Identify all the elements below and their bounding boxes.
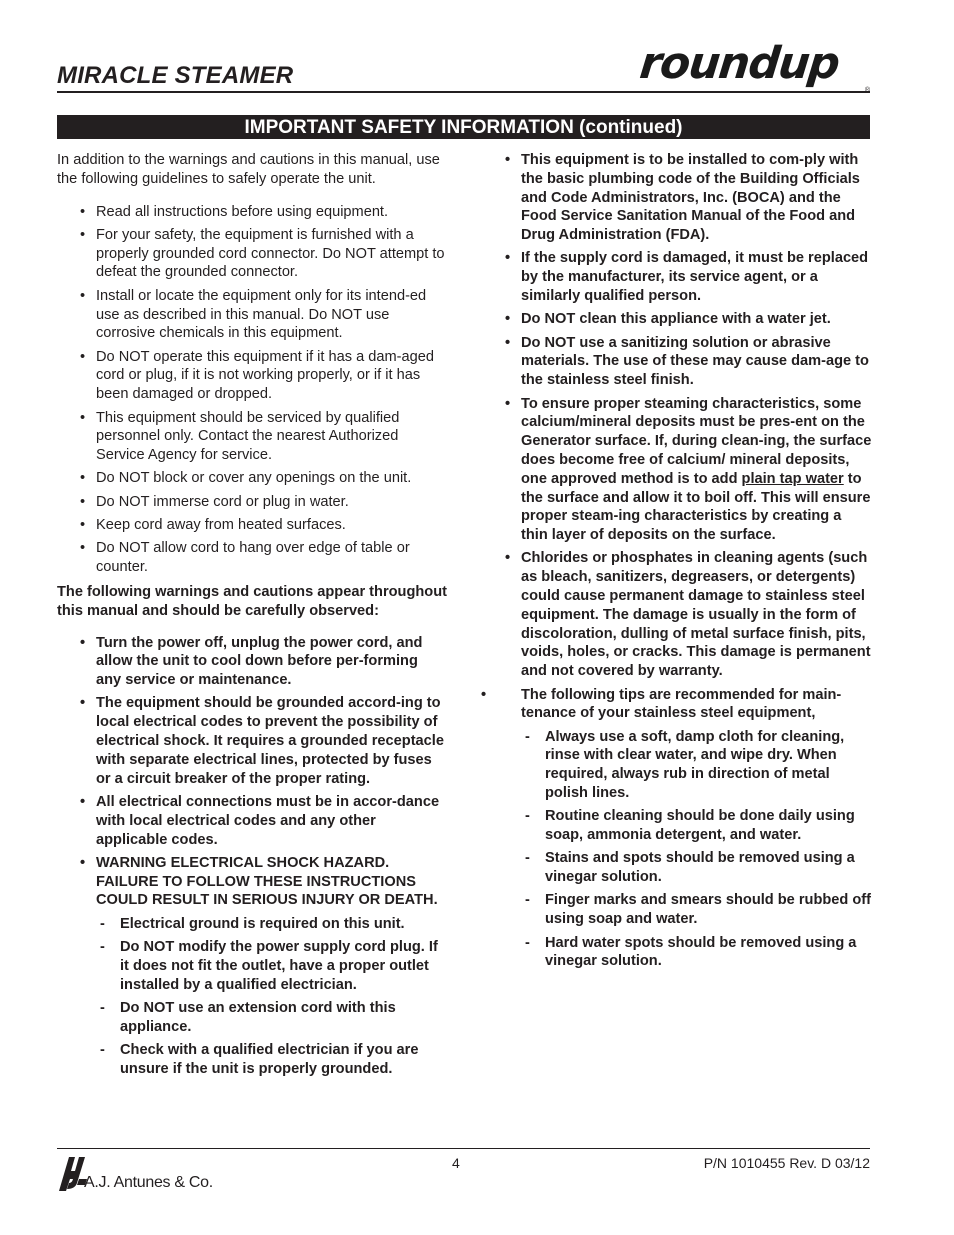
list-item: • Turn the power off, unplug the power cord, and allow the unit to cool down before per-forming any service or maintenance. [57, 634, 447, 690]
list-item: • Read all instructions before using equipment. [57, 203, 447, 222]
sub-list-item: - Do NOT use an extension cord with this appliance. [96, 999, 447, 1037]
sub-list-item: - Always use a soft, damp cloth for cleaning, rinse with clear water, and wipe dry. When required, always rub in direction of metal polish lines. [480, 728, 872, 803]
sub-list-item: - Routine cleaning should be done daily using soap, ammonia detergent, and water. [480, 807, 872, 845]
brand-logo-text: roundup [637, 38, 842, 89]
list-item: • Do NOT clean this appliance with a water jet. [480, 310, 872, 329]
tips-item [480, 686, 872, 972]
footer-divider [57, 1148, 870, 1149]
list-item: • Do NOT use a sanitizing solution or abrasive materials. The use of these may cause dam-age to the stainless steel finish. [480, 334, 872, 390]
page-number: 4 [452, 1155, 460, 1171]
shock-hazard-text: WARNING ELECTRICAL SHOCK HAZARD. FAILURE TO FOLLOW THESE INSTRUCTIONS COULD RESULT IN SERIOUS INJURY OR DEATH. [96, 854, 438, 909]
header-divider [57, 91, 870, 93]
steaming-text-end: to the surface and allow it to boil off. This will ensure proper steam-ing characteristics by creating a thin layer of deposits on the surface. [521, 470, 871, 544]
list-item: • Chlorides or phosphates in cleaning agents (such as bleach, sanitizers, degreasers, or detergents) could cause permanent damage to stainless steel equipment. The damage is usually in the form of discoloration, dulling of metal surface finish, pits, voids, holes, or cracks. This damage is permanent and not covered by warranty. [480, 549, 872, 681]
list-item: • This equipment should be serviced by qualified personnel only. Contact the nearest Authorized Service Agency for service. [57, 409, 447, 465]
steaming-text-start: To ensure proper steaming characteristics, some calcium/mineral deposits must be pres-ent on the Generator surface. If, during clean-ing, the surface does become free of calcium/ mineral deposits, one approved method is to add [521, 395, 872, 487]
sub-list-item: - Do NOT modify the power supply cord plug. If it does not fit the outlet, have a proper outlet installed by a qualified electrician. [96, 938, 447, 994]
right-warning-list [480, 151, 872, 971]
list-item: • Do NOT immerse cord or plug in water. [57, 493, 447, 512]
list-item: • If the supply cord is damaged, it must be replaced by the manufacturer, its service agent, or a similarly qualified person. [480, 249, 872, 305]
list-item: • The equipment should be grounded accord-ing to local electrical codes to prevent the possibility of electrical shock. It requires a grounded receptacle with separate electrical lines, protected by fuses or a circuit breaker of the proper rating. [57, 694, 447, 788]
sub-list-item: - Finger marks and smears should be rubbed off using soap and water. [480, 891, 872, 929]
tips-sublist [480, 728, 872, 972]
document-title: MIRACLE STEAMER [57, 62, 294, 89]
shock-hazard-sublist [96, 915, 447, 1079]
list-item: • Do NOT operate this equipment if it has a dam-aged cord or plug, if it is not working properly, or if it has been damaged or dropped. [57, 348, 447, 404]
list-item: • Do NOT block or cover any openings on the unit. [57, 469, 447, 488]
warnings-intro: The following warnings and cautions appear throughout this manual and should be carefully observed: [57, 583, 447, 619]
tips-intro: The following tips are recommended for main-tenance of your stainless steel equipment, [521, 686, 842, 722]
shock-hazard-item [57, 854, 447, 1079]
list-item: • For your safety, the equipment is furnished with a properly grounded cord connector. Do NOT attempt to defeat the grounded connector. [57, 226, 447, 282]
roundup-logo [637, 38, 874, 90]
right-column [480, 151, 872, 976]
list-item: • Do NOT allow cord to hang over edge of table or counter. [57, 539, 447, 577]
steaming-item [480, 395, 872, 545]
sub-list-item: - Check with a qualified electrician if you are unsure if the unit is properly grounded. [96, 1041, 447, 1079]
list-item: • Install or locate the equipment only for its intend-ed use as described in this manual. Do NOT use corrosive chemicals in this equipment. [57, 287, 447, 343]
section-banner: IMPORTANT SAFETY INFORMATION (continued) [57, 115, 870, 139]
part-number: P/N 1010455 Rev. D 03/12 [703, 1155, 870, 1171]
warning-list [57, 634, 447, 1079]
intro-paragraph: In addition to the warnings and cautions in this manual, use the following guidelines to safely operate the unit. [57, 152, 440, 187]
left-column [57, 151, 447, 1083]
sub-list-item: - Electrical ground is required on this unit. [96, 915, 447, 934]
sub-list-item: - Hard water spots should be removed using a vinegar solution. [480, 934, 872, 972]
sub-list-item: - Stains and spots should be removed using a vinegar solution. [480, 849, 872, 887]
list-item: • All electrical connections must be in accor-dance with local electrical codes and any other applicable codes. [57, 793, 447, 849]
list-item: • This equipment is to be installed to com-ply with the basic plumbing code of the Building Officials and Code Administrators, Inc. (BOCA) and the Food Service Sanitation Manual of the Food and Drug Administration (FDA). [480, 151, 872, 245]
list-item: • Keep cord away from heated surfaces. [57, 516, 447, 535]
company-name: A.J. Antunes & Co. [84, 1174, 213, 1191]
guideline-list [57, 203, 447, 577]
plain-tap-water-emphasis: plain tap water [741, 470, 844, 487]
